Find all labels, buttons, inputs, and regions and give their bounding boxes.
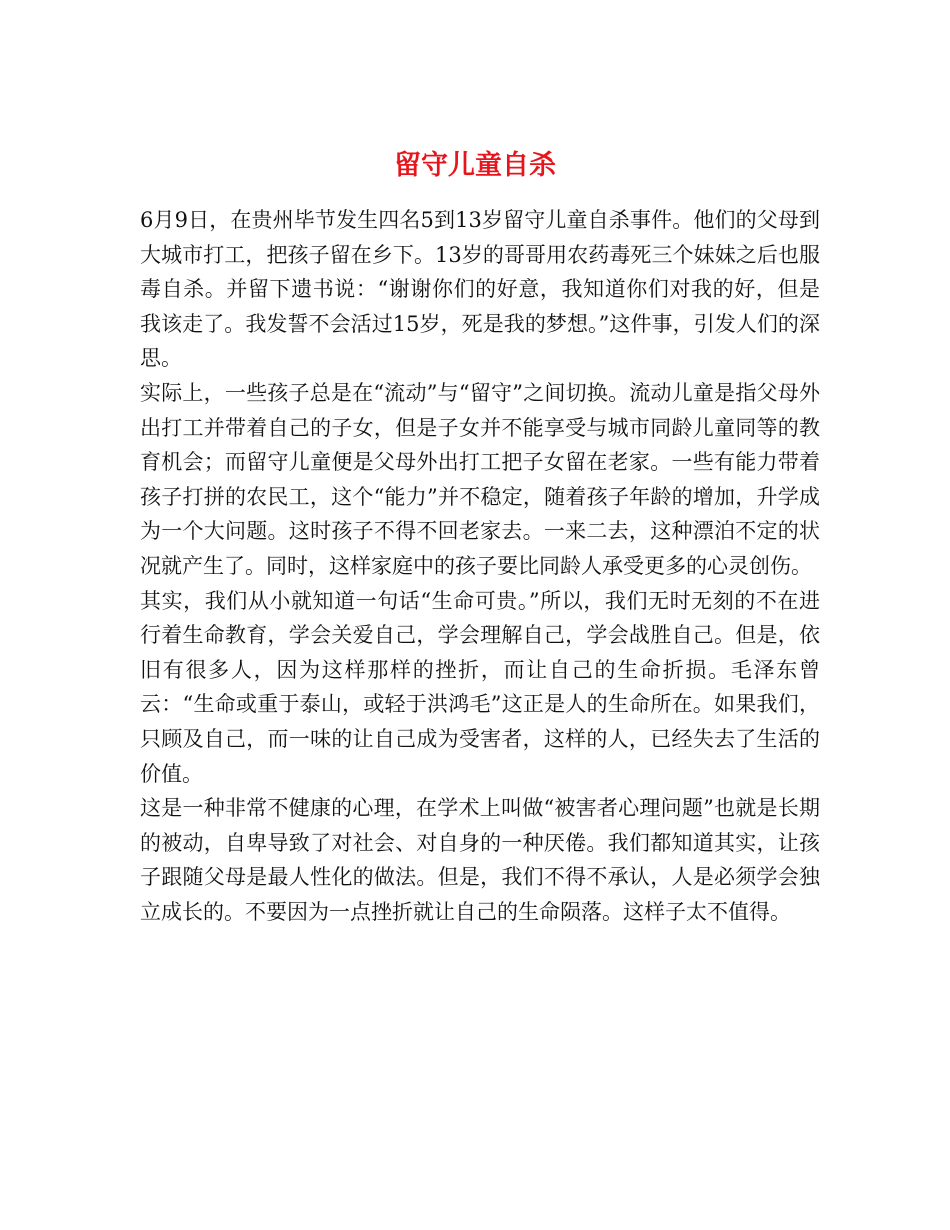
paragraph-4: 这是一种非常不健康的心理，在学术上叫做“被害者心理问题”也就是长期的被动，自卑导致了对社会、对自身的一种厌倦。我们都知道其实，让孩子跟随父母是最人性化的做法。但是，我们不得不承认，人是必须学会独立成长的。不要因为一点挫折就让自己的生命陨落。这样子太不值得。	[140, 796, 820, 924]
page-title: 留守儿童自杀	[394, 150, 556, 182]
paragraph-1: 6月9日，在贵州毕节发生四名5到13岁留守儿童自杀事件。他们的父母到大城市打工，把孩子留在乡下。13岁的哥哥用农药毒死三个妹妹之后也服毒自杀。并留下遗书说：“谢谢你们的好意，我知道你们对我的好，但是我该走了。我发誓不会活过15岁，死是我的梦想。”这件事，引发人们的深思。	[140, 208, 820, 371]
paragraph-3: 其实，我们从小就知道一句话“生命可贵。”所以，我们无时无刻的不在进行着生命教育，学会关爱自己，学会理解自己，学会战胜自己。但是，依旧有很多人，因为这样那样的挫折，而让自己的生命折损。毛泽东曾云：“生命或重于泰山，或轻于洪鸿毛”这正是人的生命所在。如果我们，只顾及自己，而一味的让自己成为受害者，这样的人，已经失去了生活的价值。	[140, 588, 820, 786]
paragraph-2: 实际上，一些孩子总是在“流动”与“留守”之间切换。流动儿童是指父母外出打工并带着自己的子女，但是子女并不能享受与城市同龄儿童同等的教育机会；而留守儿童便是父母外出打工把子女留在老家。一些有能力带着孩子打拼的农民工，这个“能力”并不稳定，随着孩子年龄的增加，升学成为一个大问题。这时孩子不得不回老家去。一来二去，这种漂泊不定的状况就产生了。同时，这样家庭中的孩子要比同龄人承受更多的心灵创伤。	[140, 380, 820, 578]
document-body	[140, 203, 820, 929]
